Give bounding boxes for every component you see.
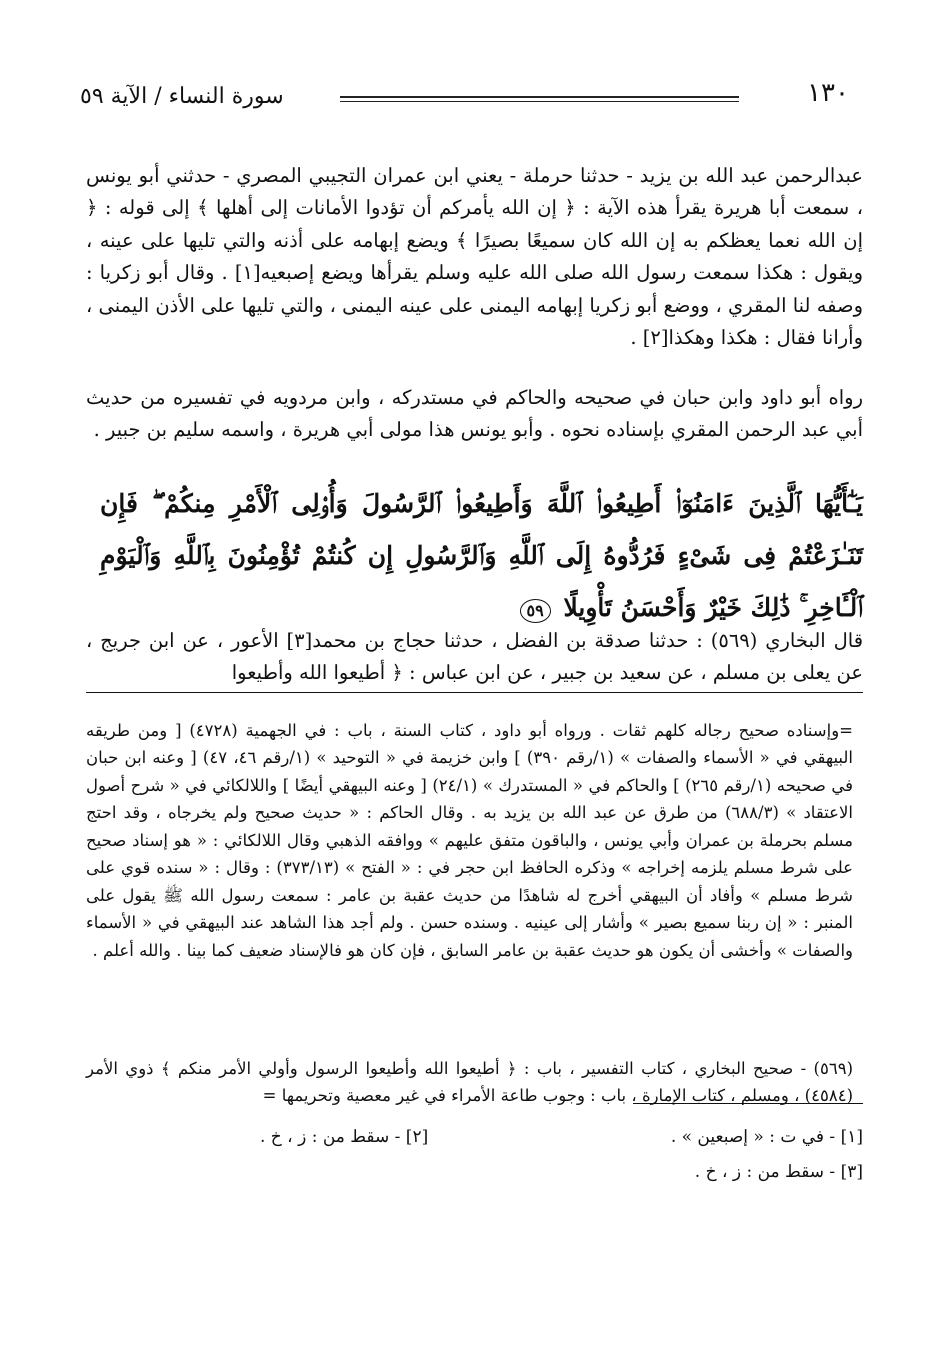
manuscript-notes-separator (633, 1103, 863, 1104)
manuscript-note-3: [٣] - سقط من : ز ، خ . (694, 1162, 863, 1182)
ayah-number-badge: ٥٩ (520, 599, 551, 623)
page-header (80, 78, 869, 118)
page-number: ١٣٠ (807, 78, 849, 108)
header-rule (340, 96, 739, 102)
bukhari-paragraph: قال البخاري (٥٦٩) : حدثنا صدقة بن الفضل ، حدثنا حجاج بن محمد[٣] الأعور ، عن ابن جريج ، عن يعلى بن مسلم ، عن سعيد بن جبير ، عن ابن عباس : ﴿ أطيعوا الله وأطيعوا (86, 628, 864, 684)
quran-verse-block (100, 478, 863, 634)
footnote-continued: =وإسناده صحيح رجاله كلهم ثقات . ورواه أبو داود ، كتاب السنة ، باب : في الجهمية (٤٧٢٨) [ ومن طريقه البيهقي في « الأسماء والصفات » (١/رقم ٣٩٠) ] وابن خزيمة في « التوحيد » (١/رقم ٤٦، ٤٧) [ وعنه ابن حبان في صحيحه (١/رقم ٢٦٥) ] والحاكم في « المستدرك » (٢٤/١) [ وعنه البيهقي أيضًا ] واللالكائي في « شرح أصول الاعتقاد » (٦٨٨/٣) من طرق عن عبد الله بن يزيد به . وقال الحاكم : « حديث صحيح ولم يخرجاه ، وقد احتج مسلم بحرملة بن عمران وأبي يونس ، والباقون متفق عليهم » ووافقه الذهبي وقال اللالكائي : « هو إسناد صحيح على شرط مسلم يلزمه إخراجه » وذكره الحافظ ابن حجر في : « الفتح » (٣٧٣/١٣) : وقال : « سنده قوي على شرط مسلم » وأفاد أن البيهقي أخرج له شاهدًا من حديث عقبة بن عامر : سمعت رسول الله ﷺ يقول على المنبر : « إن ربنا سميع بصير » وأشار إلى عينيه . وسنده حسن . ولم أجد هذا الشاهد عند البيهقي في « الأسماء والصفات » وأخشى أن يكون هو حديث عقبة بن عامر السابق ، فإن كان هو فالإسناد ضعيف كما بينا . والله أعلم . (86, 720, 854, 960)
footnote-separator (86, 692, 863, 693)
manuscript-note-1: [١] - في ت : « إصبعين » . (670, 1127, 863, 1147)
hadith-paragraph: عبدالرحمن عبد الله بن يزيد - حدثنا حرملة - يعني ابن عمران التجيبي المصري - حدثني أبو يونس ، سمعت أبا هريرة يقرأ هذه الآية : ﴿ إن الله يأمركم أن تؤدوا الأمانات إلى أهلها ﴾ إلى قوله : ﴿ إن الله نعما يعظكم به إن الله كان سميعًا بصيرًا ﴾ ويضع إبهامه على أذنه والتي تليها على عينه ، ويقول : هكذا سمعت رسول الله صلى الله عليه وسلم يقرأها ويضع إصبعيه[١] . وقال أبو زكريا : وصفه لنا المقري ، ووضع أبو زكريا إبهامه اليمنى على عينه اليمنى ، والتي تليها على الأذن اليمنى ، وأرانا فقال : هكذا وهكذا[٢] . (86, 163, 863, 349)
running-title: سورة النساء / الآية ٥٩ (80, 84, 284, 109)
quran-verse: يَـٰٓأَيُّهَا ٱلَّذِينَ ءَامَنُوٓا۟ أَطِيعُوا۟ ٱللَّهَ وَأَطِيعُوا۟ ٱلرَّسُولَ وَأُو۟لِى ٱلْأَمْرِ مِنكُمْ ۖ فَإِن تَنَـٰزَعْتُمْ فِى شَىْءٍ فَرُدُّوهُ إِلَى ٱللَّهِ وَٱلرَّسُولِ إِن كُنتُمْ تُؤْمِنُونَ بِٱللَّهِ وَٱلْيَوْمِ ٱلْـَٔاخِرِ ۚ ذَٰلِكَ خَيْرٌ وَأَحْسَنُ تَأْوِيلًا (100, 489, 863, 622)
footnote-569: (٥٦٩) - صحيح البخاري ، كتاب التفسير ، باب : ﴿ أطيعوا الله وأطيعوا الرسول وأولي الأمر منكم ﴾ ذوي الأمر (٤٥٨٤) ، ومسلم ، كتاب الإمارة ، باب : وجوب طاعة الأمراء في غير معصية وتحريمها = (86, 1058, 853, 1105)
takhrij-paragraph: رواه أبو داود وابن حبان في صحيحه والحاكم في مستدركه ، وابن مردويه في تفسيره من حديث أبي عبد الرحمن المقري بإسناده نحوه . وأبو يونس هذا مولى أبي هريرة ، واسمه سليم بن جبير . (86, 385, 863, 441)
manuscript-note-2: [٢] - سقط من : ز ، خ . (260, 1127, 429, 1147)
